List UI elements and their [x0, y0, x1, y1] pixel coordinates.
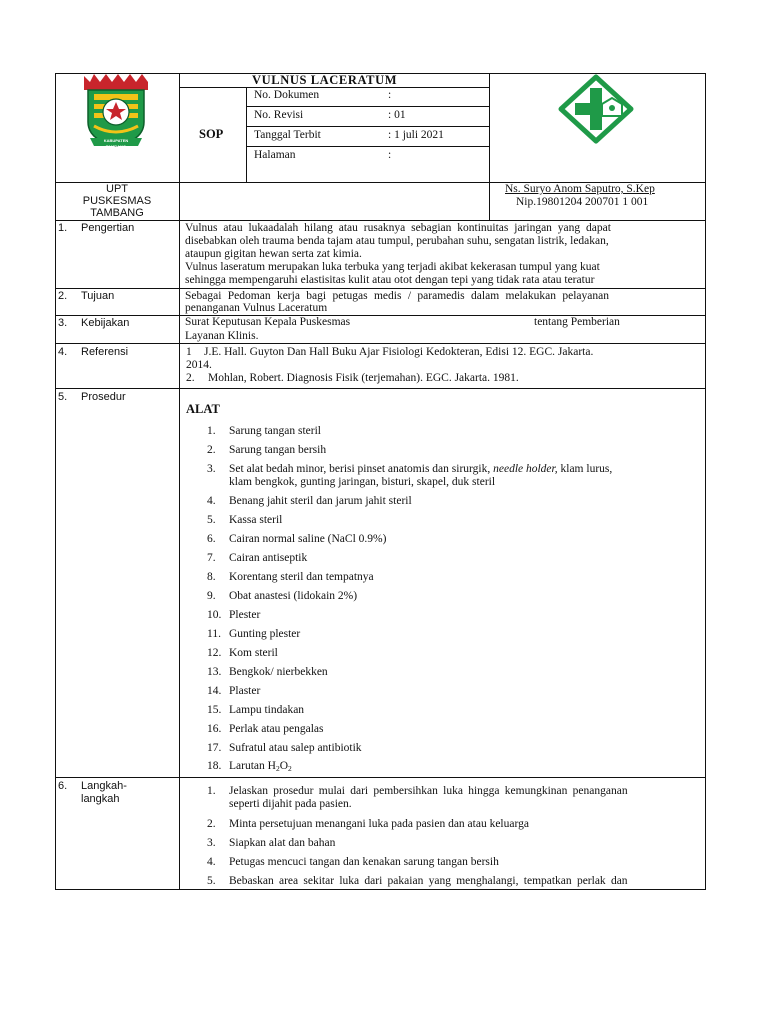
list-number: 14. [207, 685, 222, 697]
list-text: Lampu tindakan [229, 704, 305, 716]
kebijakan-line-1b: tentang Pemberian [534, 316, 620, 328]
alat-item-3-cont: klam bengkok, gunting jaringan, bisturi, skapel, duk steril [229, 476, 496, 488]
list-number: 7. [207, 552, 216, 564]
list-text: Sarung tangan bersih [229, 444, 327, 456]
list-text: Cairan normal saline (NaCl 0.9%) [229, 533, 387, 545]
tujuan-line-1: Sebagai Pedoman kerja bagi petugas medis / paramedis dalam melakukan pelayanan [185, 290, 609, 302]
section-label-text: Tujuan [81, 290, 115, 302]
list-number: 18. [207, 760, 222, 772]
item-3-part-a: Set alat bedah minor, berisi pinset anatomis dan sirurgik, [229, 463, 491, 475]
list-number: 4. [207, 856, 216, 868]
list-number: 2. [207, 818, 216, 830]
referensi-item-1-cont: 2014. [186, 359, 212, 371]
section-number: 4. [58, 346, 68, 358]
list-text: Bebaskan area sekitar luka dari pakaian yang menghalangi, tempatkan perlak dan [229, 875, 628, 887]
h2o2-text-a: Larutan H [229, 760, 276, 772]
section-label-text: Pengertian [81, 222, 135, 234]
pengertian-line-4: Vulnus laseratum merupakan luka terbuka yang terjadi akibat kekerasan tumpul yang kuat [185, 261, 600, 273]
list-text: Sarung tangan steril [229, 425, 321, 437]
referensi-item-2-num: 2. [186, 372, 195, 384]
sop-label: SOP [199, 127, 224, 141]
org-line-1: UPT [106, 183, 128, 195]
org-line-2: PUSKESMAS [82, 195, 152, 207]
list-text: Plester [229, 609, 261, 621]
section-number: 5. [58, 391, 68, 403]
referensi-item-2-text: Mohlan, Robert. Diagnosis Fisik (terjemahan). EGC. Jakarta. 1981. [208, 372, 519, 384]
list-number: 11. [207, 628, 221, 640]
meta-label-tanggal-terbit: Tanggal Terbit [254, 129, 321, 141]
section-number: 3. [58, 317, 68, 329]
h2o2-text-b: O [279, 760, 289, 772]
item-3-part-b: needle holder, [493, 463, 558, 475]
list-text: Plaster [229, 685, 261, 697]
list-number: 3. [207, 463, 216, 475]
header-logo-right [557, 74, 635, 144]
list-number: 12. [207, 647, 222, 659]
pengertian-line-5: sehingga mempengaruhi elastisitas kulit atau otot dengan tepi yang tidak rata atau teratur [185, 274, 595, 286]
list-number: 9. [207, 590, 216, 602]
list-number: 5. [207, 514, 216, 526]
meta-label-no-revisi: No. Revisi [254, 109, 304, 121]
list-text: Kassa steril [229, 514, 283, 526]
list-text: Perlak atau pengalas [229, 723, 324, 735]
list-number: 6. [207, 533, 216, 545]
section-number: 6. [58, 780, 68, 792]
list-number: 15. [207, 704, 222, 716]
list-text: Minta persetujuan menangani luka pada pasien dan atau keluarga [229, 818, 529, 830]
kebijakan-line-1a: Surat Keputusan Kepala Puskesmas [185, 316, 351, 328]
list-text: Bengkok/ nierbekken [229, 666, 328, 678]
subscript-1: 2 [275, 764, 280, 773]
signatory-name: Ns. Suryo Anom Saputro, S.Kep [505, 183, 655, 195]
list-text: Cairan antiseptik [229, 552, 308, 564]
list-text-cont: seperti dijahit pada pasien. [229, 798, 352, 810]
pengertian-line-3: ataupun gigitan hewan serta zat kimia. [185, 248, 362, 260]
section-label-text: Prosedur [81, 391, 126, 403]
section-label-text: Kebijakan [81, 317, 130, 329]
list-number: 1. [207, 425, 216, 437]
list-number: 13. [207, 666, 222, 678]
meta-value-tanggal-terbit: : 1 juli 2021 [388, 129, 444, 141]
left-logo-caption: KABUPATEN TAMBANG [103, 138, 129, 149]
meta-label-no-dokumen: No. Dokumen [254, 89, 320, 101]
alat-heading: ALAT [186, 402, 220, 416]
signatory-nip: Nip.19801204 200701 1 001 [516, 196, 649, 208]
list-text: Kom steril [229, 647, 278, 659]
list-text [229, 463, 612, 476]
tujuan-line-2: penanganan Vulnus Laceratum [185, 302, 328, 314]
page-title: VULNUS LACERATUM [252, 73, 398, 87]
kebijakan-line-2: Layanan Klinis. [185, 330, 259, 342]
meta-label-halaman: Halaman [254, 149, 296, 161]
pengertian-line-1: Vulnus atau lukaadalah hilang atau rusaknya sebagian kontinuitas jaringan yang dapat [185, 222, 611, 234]
section-label-text: Referensi [81, 346, 129, 358]
org-line-3: TAMBANG [90, 207, 144, 219]
item-3-part-c: klam lurus, [560, 463, 613, 475]
list-text: Jelaskan prosedur mulai dari pembersihkan luka hingga kemungkinan penanganan [229, 785, 628, 797]
list-text [229, 760, 292, 775]
meta-value-no-revisi: : 01 [388, 109, 406, 121]
header-logo-left [80, 74, 152, 152]
meta-value-halaman: : [388, 149, 392, 161]
list-number: 2. [207, 444, 216, 456]
list-number: 5. [207, 875, 216, 887]
list-text: Korentang steril dan tempatnya [229, 571, 374, 583]
pengertian-line-2: disebabkan oleh trauma benda tajam atau tumpul, perubahan suhu, sengatan listrik, ledakan, [185, 235, 609, 247]
list-number: 8. [207, 571, 216, 583]
list-text: Sufratul atau salep antibiotik [229, 742, 362, 754]
section-label-langkah-2: langkah [81, 793, 120, 805]
list-text: Siapkan alat dan bahan [229, 837, 336, 849]
referensi-item-1-num: 1 [186, 346, 192, 358]
list-number: 16. [207, 723, 222, 735]
list-number: 17. [207, 742, 222, 754]
referensi-item-1-text: J.E. Hall. Guyton Dan Hall Buku Ajar Fisiologi Kedokteran, Edisi 12. EGC. Jakarta. [204, 346, 594, 358]
org-name [56, 183, 178, 219]
section-number: 2. [58, 290, 68, 302]
subscript-2: 2 [288, 764, 292, 773]
meta-value-no-dokumen: : [388, 89, 392, 101]
section-number: 1. [58, 222, 68, 234]
list-text: Gunting plester [229, 628, 301, 640]
list-number: 10. [207, 609, 222, 621]
list-text: Obat anastesi (lidokain 2%) [229, 590, 358, 602]
list-number: 3. [207, 837, 216, 849]
list-text: Petugas mencuci tangan dan kenakan sarung tangan bersih [229, 856, 499, 868]
list-number: 4. [207, 495, 216, 507]
list-number: 1. [207, 785, 216, 797]
section-label-text: Langkah- [81, 780, 127, 792]
list-text: Benang jahit steril dan jarum jahit steril [229, 495, 412, 507]
